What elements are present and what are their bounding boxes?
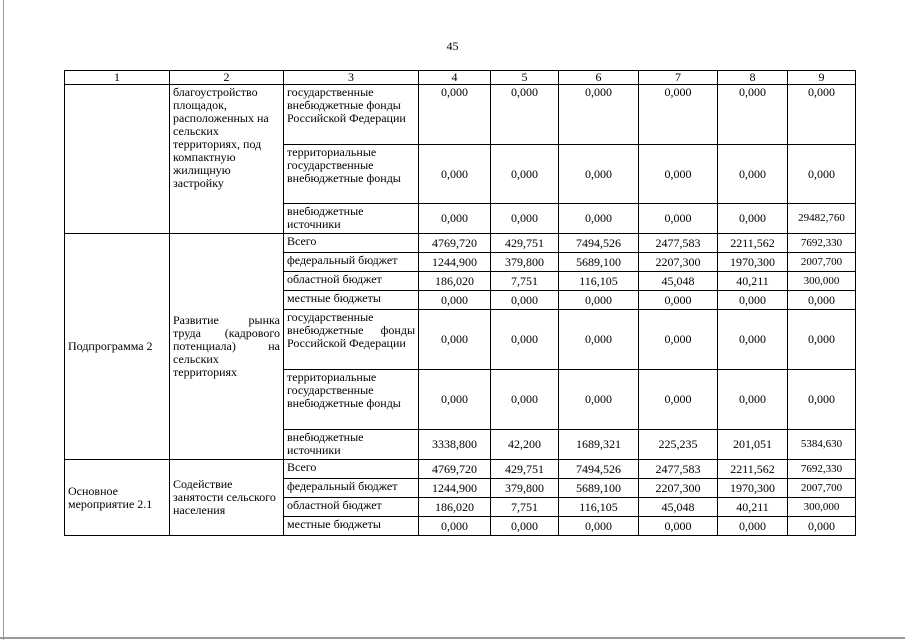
value-cell: 0,000 [559, 370, 639, 430]
program-cell: Основное мероприятие 2.1 [65, 460, 170, 536]
value-cell: 0,000 [419, 310, 491, 370]
value-cell: 0,000 [419, 370, 491, 430]
source-cell: областной бюджет [284, 272, 419, 291]
value-cell: 0,000 [788, 517, 856, 536]
value-cell: 0,000 [639, 291, 718, 310]
value-cell: 0,000 [419, 145, 491, 204]
value-cell: 0,000 [788, 310, 856, 370]
value-cell: 2007,700 [788, 479, 856, 498]
value-cell: 7,751 [491, 498, 559, 517]
page-number: 45 [446, 39, 459, 53]
header-row [65, 71, 856, 85]
value-cell: 0,000 [491, 370, 559, 430]
value-cell: 0,000 [491, 85, 559, 145]
header-cell: 1 [65, 71, 170, 85]
value-cell: 42,200 [491, 430, 559, 460]
value-cell: 5384,630 [788, 430, 856, 460]
source-cell: территориальные государственные внебюджетные фонды [284, 145, 419, 204]
value-cell: 0,000 [491, 310, 559, 370]
program-cell: Подпрограмма 2 [65, 234, 170, 460]
value-cell: 186,020 [419, 272, 491, 291]
value-cell: 0,000 [559, 517, 639, 536]
source-cell: территориальные государственные внебюджетные фонды [284, 370, 419, 430]
event-cell: Содействие занятости сельского населения [170, 460, 284, 536]
value-cell: 225,235 [639, 430, 718, 460]
value-cell: 0,000 [718, 517, 788, 536]
budget-table [64, 70, 856, 536]
source-cell: местные бюджеты [284, 517, 419, 536]
value-cell: 0,000 [718, 145, 788, 204]
value-cell: 7,751 [491, 272, 559, 291]
value-cell: 0,000 [559, 310, 639, 370]
value-cell: 429,751 [491, 460, 559, 479]
program-cell [65, 85, 170, 234]
value-cell: 0,000 [718, 291, 788, 310]
source-cell: Всего [284, 234, 419, 253]
value-cell: 116,105 [559, 272, 639, 291]
value-cell: 0,000 [788, 370, 856, 430]
event-cell: Развитие рынка труда (кадрового потенциала) на сельских территориях [170, 234, 284, 460]
source-cell: государственные внебюджетные фонды Российской Федерации [284, 310, 419, 370]
value-cell: 7692,330 [788, 460, 856, 479]
header-cell: 9 [788, 71, 856, 85]
value-cell: 0,000 [788, 145, 856, 204]
value-cell: 40,211 [718, 272, 788, 291]
table-row [65, 234, 856, 253]
value-cell: 0,000 [491, 517, 559, 536]
value-cell: 0,000 [559, 291, 639, 310]
value-cell: 201,051 [718, 430, 788, 460]
value-cell: 0,000 [788, 85, 856, 145]
value-cell: 0,000 [639, 145, 718, 204]
value-cell: 7692,330 [788, 234, 856, 253]
value-cell: 2211,562 [718, 234, 788, 253]
header-cell: 2 [170, 71, 284, 85]
value-cell: 2477,583 [639, 234, 718, 253]
header-cell: 7 [639, 71, 718, 85]
value-cell: 1970,300 [718, 253, 788, 272]
value-cell: 379,800 [491, 253, 559, 272]
value-cell: 0,000 [718, 85, 788, 145]
value-cell: 5689,100 [559, 253, 639, 272]
value-cell: 0,000 [718, 204, 788, 234]
value-cell: 2007,700 [788, 253, 856, 272]
value-cell: 300,000 [788, 272, 856, 291]
value-cell: 2211,562 [718, 460, 788, 479]
value-cell: 2207,300 [639, 479, 718, 498]
source-cell: внебюджетные источники [284, 204, 419, 234]
value-cell: 379,800 [491, 479, 559, 498]
value-cell: 116,105 [559, 498, 639, 517]
value-cell: 3338,800 [419, 430, 491, 460]
value-cell: 0,000 [559, 85, 639, 145]
header-cell: 8 [718, 71, 788, 85]
value-cell: 45,048 [639, 498, 718, 517]
value-cell: 300,000 [788, 498, 856, 517]
source-cell: Всего [284, 460, 419, 479]
value-cell: 45,048 [639, 272, 718, 291]
table-row [65, 85, 856, 145]
value-cell: 2477,583 [639, 460, 718, 479]
value-cell: 1689,321 [559, 430, 639, 460]
value-cell: 0,000 [419, 204, 491, 234]
value-cell: 0,000 [491, 204, 559, 234]
header-cell: 4 [419, 71, 491, 85]
value-cell: 2207,300 [639, 253, 718, 272]
value-cell: 1970,300 [718, 479, 788, 498]
value-cell: 0,000 [419, 291, 491, 310]
value-cell: 0,000 [559, 145, 639, 204]
value-cell: 0,000 [639, 85, 718, 145]
value-cell: 0,000 [639, 310, 718, 370]
source-cell: внебюджетные источники [284, 430, 419, 460]
value-cell: 0,000 [419, 85, 491, 145]
table-row [65, 460, 856, 479]
value-cell: 429,751 [491, 234, 559, 253]
header-cell: 5 [491, 71, 559, 85]
page-edge-left [3, 0, 4, 640]
header-cell: 6 [559, 71, 639, 85]
source-cell: государственные внебюджетные фонды Российской Федерации [284, 85, 419, 145]
value-cell: 4769,720 [419, 460, 491, 479]
value-cell: 0,000 [491, 145, 559, 204]
value-cell: 5689,100 [559, 479, 639, 498]
value-cell: 0,000 [718, 310, 788, 370]
value-cell: 0,000 [639, 370, 718, 430]
source-cell: федеральный бюджет [284, 479, 419, 498]
value-cell: 29482,760 [788, 204, 856, 234]
value-cell: 4769,720 [419, 234, 491, 253]
value-cell: 1244,900 [419, 253, 491, 272]
value-cell: 7494,526 [559, 460, 639, 479]
value-cell: 0,000 [639, 204, 718, 234]
value-cell: 0,000 [559, 204, 639, 234]
value-cell: 40,211 [718, 498, 788, 517]
source-cell: местные бюджеты [284, 291, 419, 310]
value-cell: 0,000 [491, 291, 559, 310]
header-cell: 3 [284, 71, 419, 85]
source-cell: федеральный бюджет [284, 253, 419, 272]
event-cell: благоустройство площадок, расположенных на сельских территориях, под компактную жилищную застройку [170, 85, 284, 234]
value-cell: 0,000 [639, 517, 718, 536]
source-cell: областной бюджет [284, 498, 419, 517]
value-cell: 0,000 [718, 370, 788, 430]
value-cell: 0,000 [788, 291, 856, 310]
value-cell: 0,000 [419, 517, 491, 536]
value-cell: 1244,900 [419, 479, 491, 498]
value-cell: 7494,526 [559, 234, 639, 253]
value-cell: 186,020 [419, 498, 491, 517]
page-edge-bottom [0, 637, 905, 639]
